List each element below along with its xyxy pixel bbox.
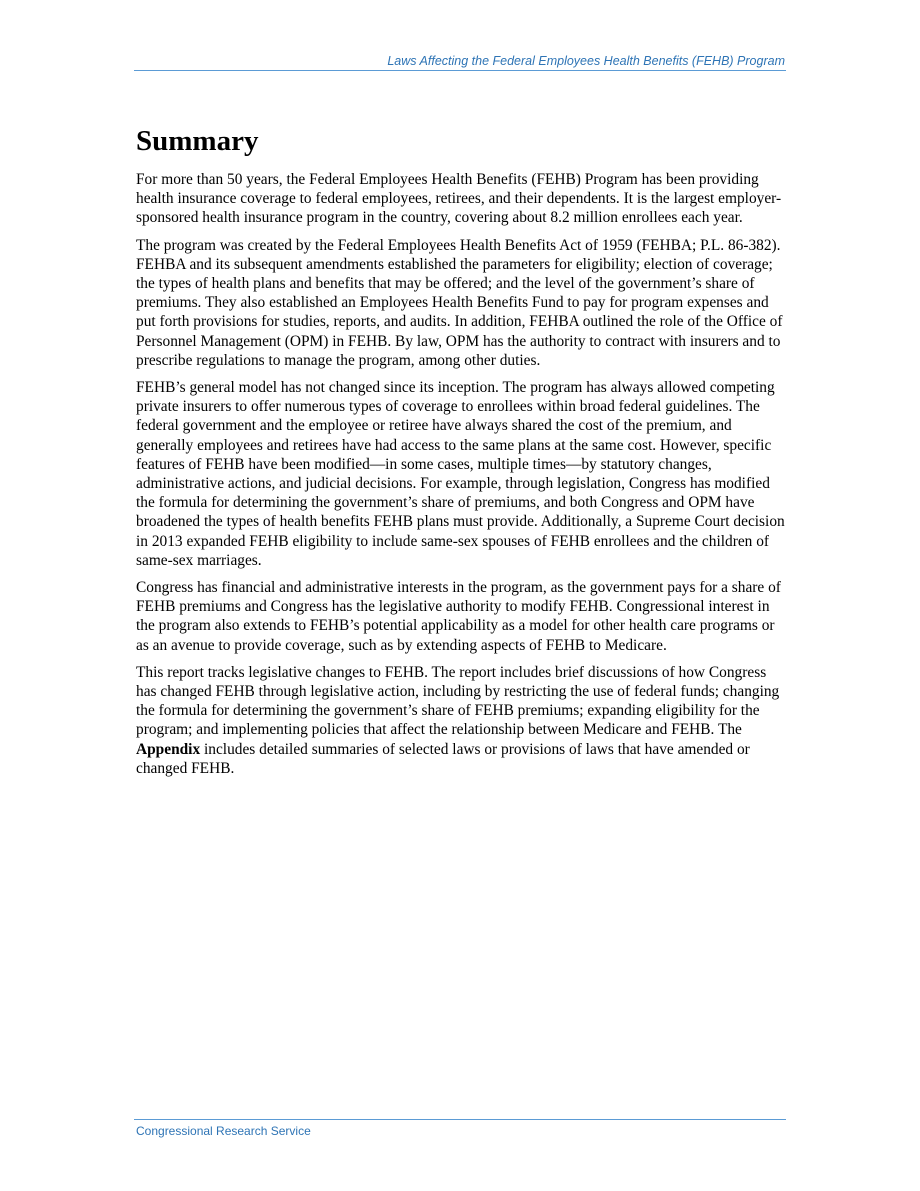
summary-section [136,124,786,786]
paragraph-last [136,663,786,778]
paragraph-text-after: includes detailed summaries of selected laws or provisions of laws that have amended or changed FEHB. [136,740,750,777]
paragraph-text-before: This report tracks legislative changes to FEHB. The report includes brief discussions of how Congress has changed FEHB through legislative action, including by restricting the use of federal funds; changing the formula for determining the government’s share of FEHB premiums; expanding eligibility for the program; and implementing policies that affect the relationship between Medicare and FEHB. The [136,663,780,739]
paragraph: For more than 50 years, the Federal Employees Health Benefits (FEHB) Program has been providing health insurance coverage to federal employees, retirees, and their dependents. It is the largest employer-sponsored health insurance program in the country, covering about 8.2 million enrollees each year. [136,171,782,227]
footer-organization: Congressional Research Service [136,1124,311,1138]
section-title: Summary [136,125,259,157]
running-header [134,54,786,71]
appendix-link[interactable]: Appendix [136,740,201,758]
paragraph: FEHB’s general model has not changed since its inception. The program has always allowed competing private insurers to offer numerous types of coverage to enrollees within broad federal guidelines. The federal government and the employee or retiree have always shared the cost of the premium, and generally employees and retirees have had access to the same plans at the same cost. However, specific features of FEHB have been modified—in some cases, multiple times—by statutory changes, administrative actions, and judicial decisions. For example, through legislation, Congress has modified the formula for determining the government’s share of premiums, and both Congress and OPM have broadened the types of health benefits FEHB plans must provide. Additionally, a Supreme Court decision in 2013 expanded FEHB eligibility to include same-sex spouses of FEHB enrollees and the children of same-sex marriages. [136,379,785,569]
paragraph: The program was created by the Federal Employees Health Benefits Act of 1959 (FEHBA; P.L. 86-382). FEHBA and its subsequent amendments established the parameters for eligibility; election of coverage; the types of health plans and benefits that may be offered; and the level of the government’s share of premiums. They also established an Employees Health Benefits Fund to pay for program expenses and put forth provisions for studies, reports, and audits. In addition, FEHBA outlined the role of the Office of Personnel Management (OPM) in FEHB. By law, OPM has the authority to contract with insurers and to prescribe regulations to manage the program, among other duties. [136,236,783,369]
page-footer [134,1119,786,1138]
running-title: Laws Affecting the Federal Employees Health Benefits (FEHB) Program [387,54,785,68]
paragraph: Congress has financial and administrative interests in the program, as the government pays for a share of FEHB premiums and Congress has the legislative authority to modify FEHB. Congressional interest in the program also extends to FEHB’s potential applicability as a model for other health care programs or as an avenue to provide coverage, such as by extending aspects of FEHB to Medicare. [136,579,781,654]
